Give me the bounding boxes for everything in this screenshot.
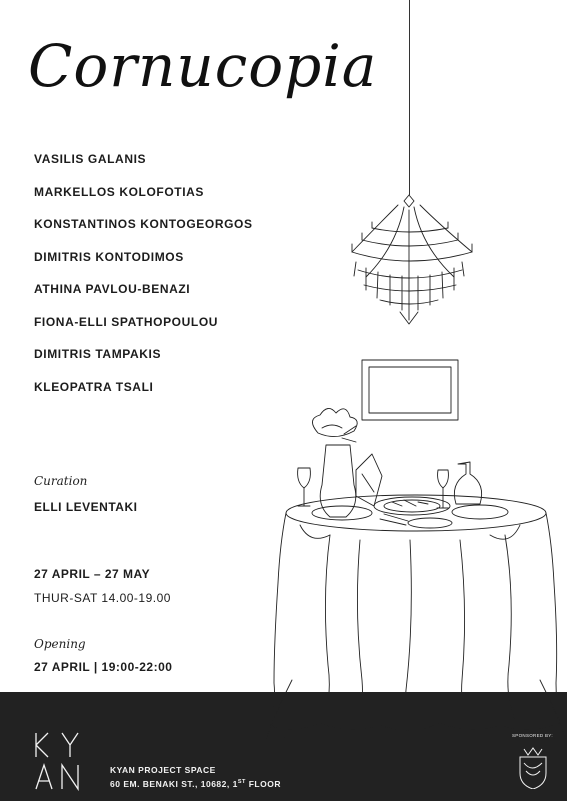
exhibition-title: Cornucopia	[28, 32, 378, 100]
curator-name: ELLI LEVENTAKI	[34, 500, 138, 514]
artist-name: KONSTANTINOS KONTOGEORGOS	[34, 217, 253, 231]
artist-name: ATHINA PAVLOU-BENAZI	[34, 282, 191, 296]
opening-label: Opening	[34, 637, 86, 651]
venue-name: KYAN PROJECT SPACE	[110, 765, 216, 775]
decanter-icon	[454, 462, 481, 504]
date-range: 27 APRIL – 27 MAY	[34, 567, 151, 581]
kyan-logo	[32, 731, 92, 791]
venue-address: 60 EM. BENAKI ST., 10682, 1ST FLOOR	[110, 779, 281, 789]
artist-name: DIMITRIS KONTODIMOS	[34, 249, 184, 264]
opening-datetime: 27 APRIL | 19:00-22:00	[34, 660, 173, 674]
napkin-icon	[356, 454, 382, 506]
artist-name: DIMITRIS TAMPAKIS	[34, 347, 162, 361]
chandelier-icon	[352, 195, 472, 324]
plates-icon	[312, 497, 508, 528]
opening-hours: THUR-SAT 14.00-19.00	[34, 591, 171, 605]
picture-frame-icon	[362, 360, 458, 420]
artist-name: VASILIS GALANIS	[34, 152, 147, 166]
artist-name: KLEOPATRA TSALI	[34, 379, 154, 394]
artist-name: FIONA-ELLI SPATHOPOULOU	[34, 314, 219, 329]
artist-name: MARKELLOS KOLOFOTIAS	[34, 184, 204, 199]
sponsor-label: SPONSORED BY:	[512, 733, 553, 738]
sponsor-crest-icon	[516, 745, 550, 789]
curation-label: Curation	[34, 474, 88, 488]
table-icon	[266, 495, 566, 740]
